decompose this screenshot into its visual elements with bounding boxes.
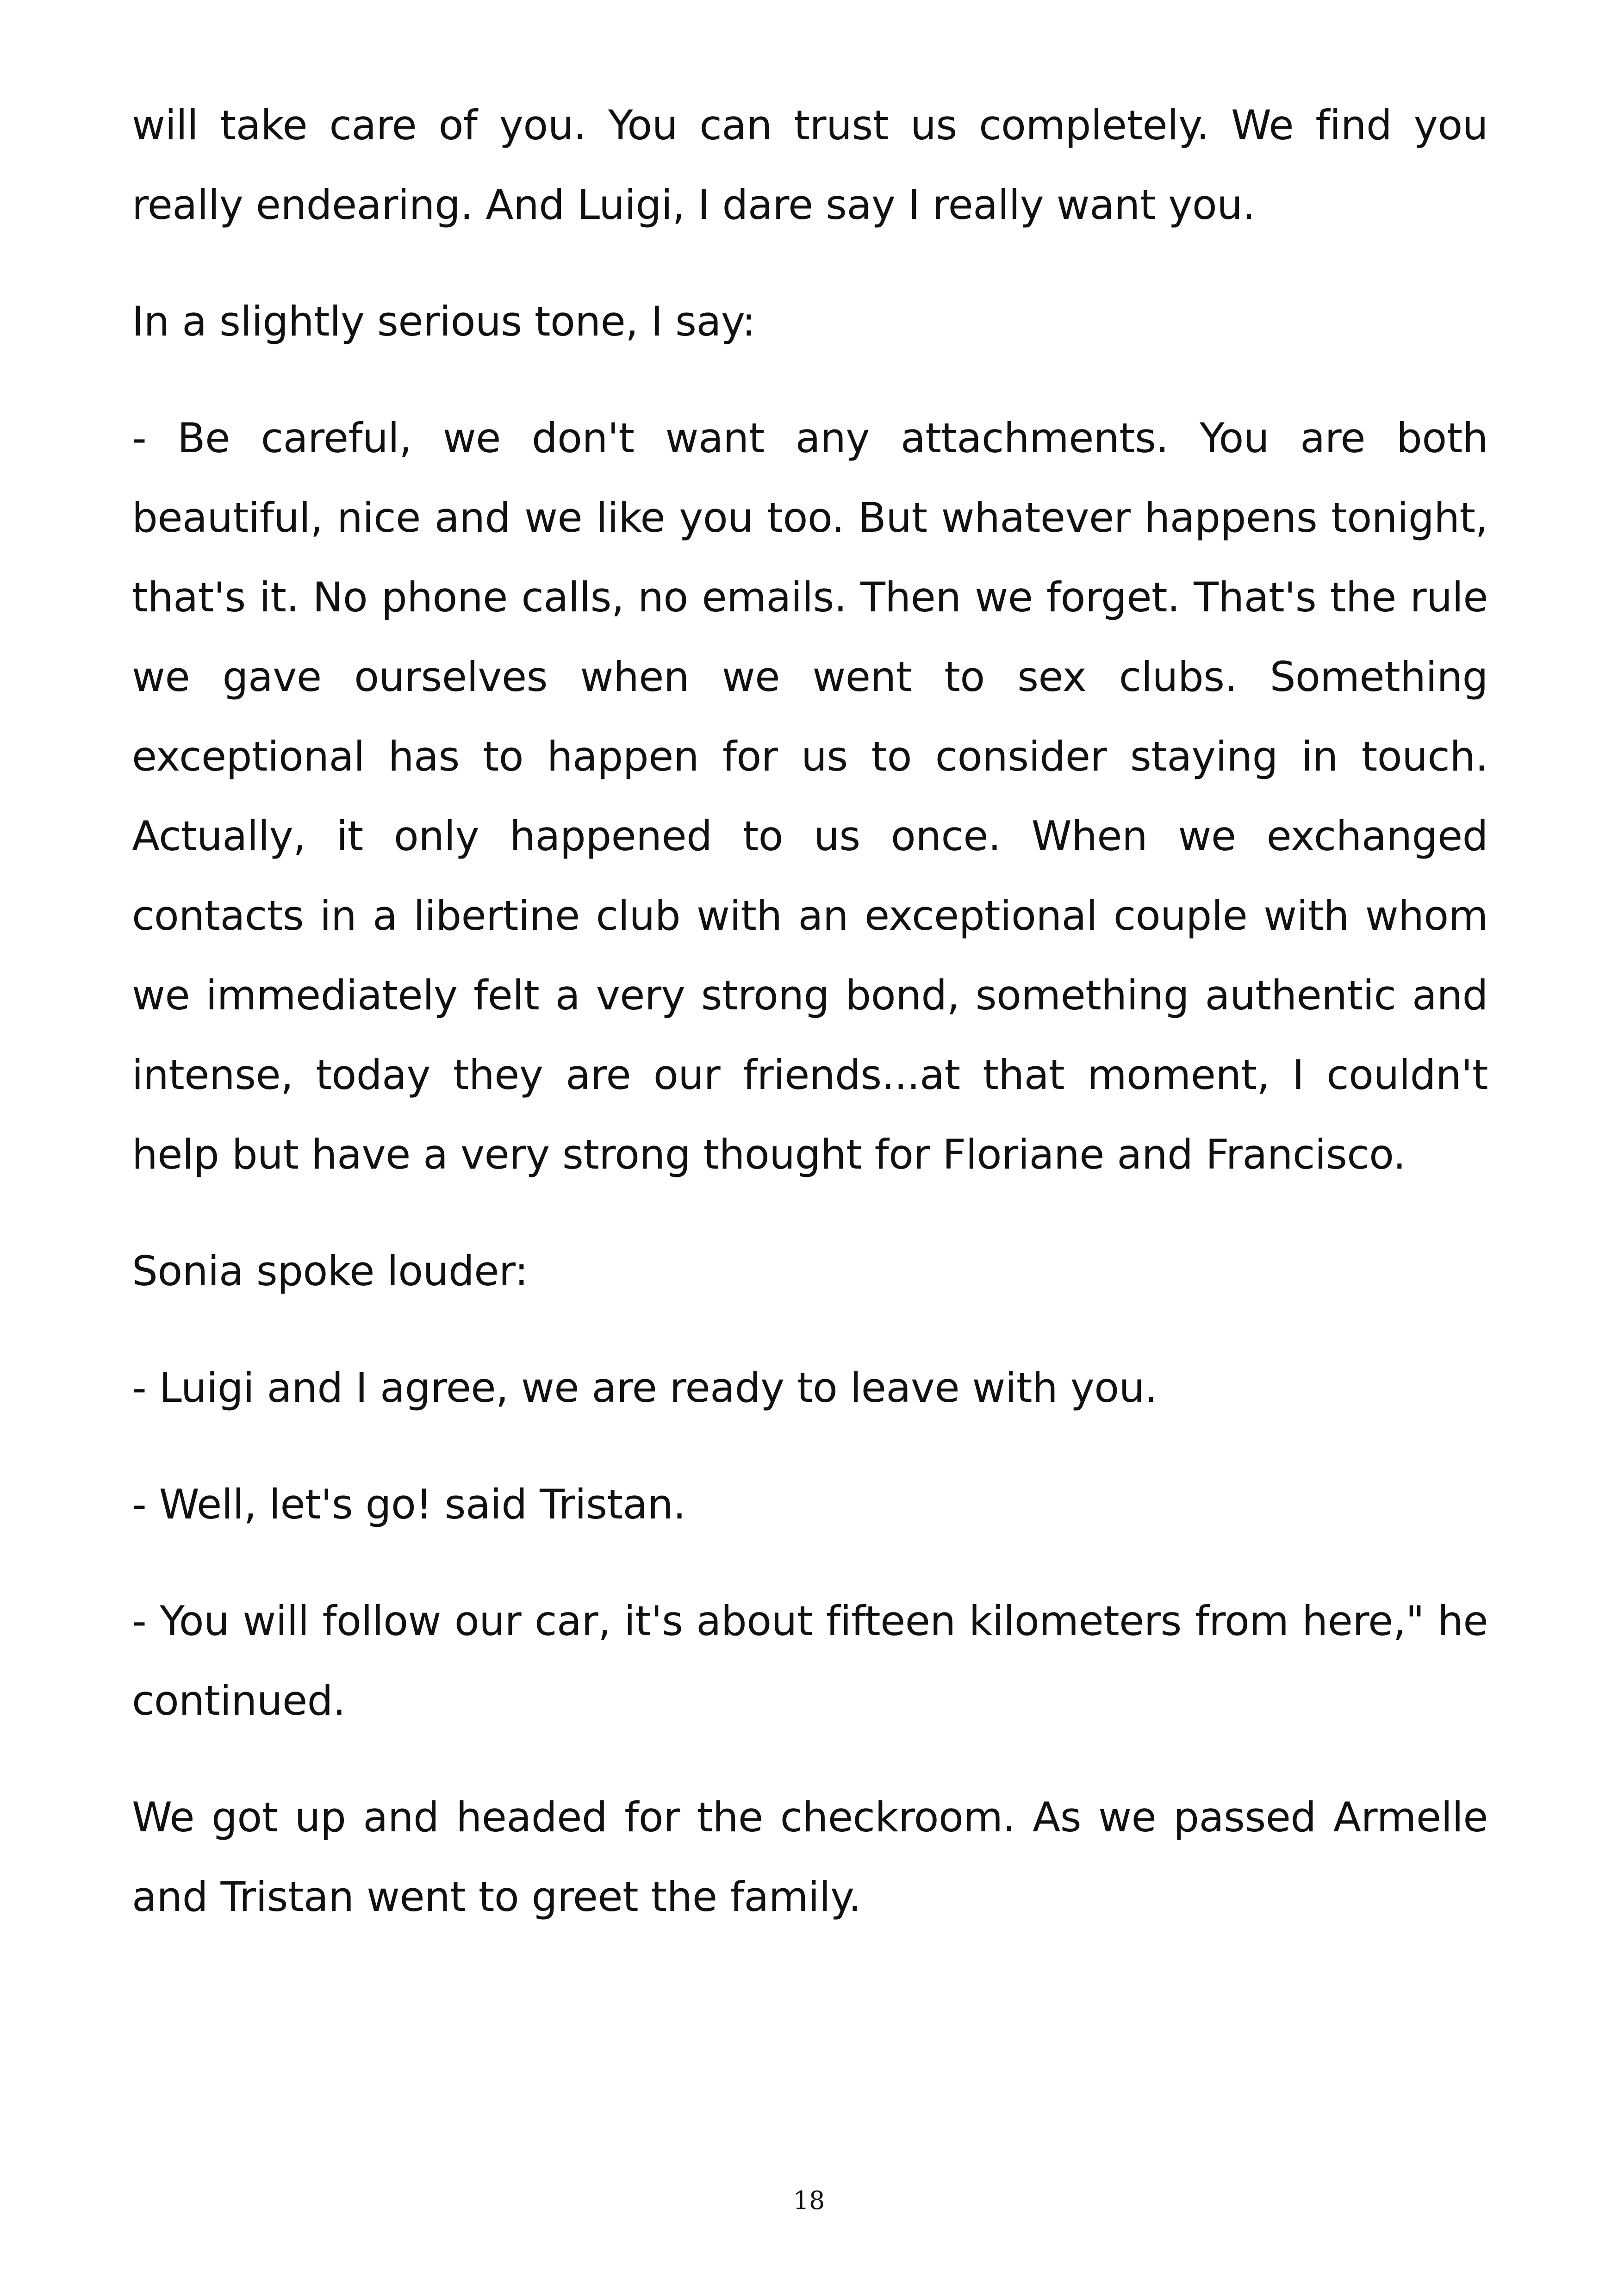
paragraph-1: will take care of you. You can trust us completely. We find you really endearing. And Luigi, I dare say I really want you. — [132, 101, 1488, 229]
paragraph-7: - You will follow our car, it's about fifteen kilometers from here," he continued. — [132, 1597, 1488, 1724]
paragraph-4: Sonia spoke louder: — [132, 1247, 529, 1295]
paragraph-2: In a slightly serious tone, I say: — [132, 298, 756, 345]
paragraph-5: - Luigi and I agree, we are ready to leave with you. — [132, 1364, 1157, 1412]
paragraph-3: - Be careful, we don't want any attachments. You are both beautiful, nice and we like you too. But whatever happens tonight, that's it. No phone calls, no emails. Then we forget. That's the rule we gave ourselves when we went to sex clubs. Something exceptional has to happen for us to consider staying in touch. Actually, it only happened to us once. When we exchanged contacts in a libertine club with an exceptional couple with whom we immediately felt a very strong bond, something authentic and intense, today they are our friends...at that moment, I couldn't help but have a very strong thought for Floriane and Francisco. — [132, 414, 1488, 1178]
page-number: 18 — [793, 2186, 825, 2215]
page-body — [132, 86, 1488, 1974]
paragraph-6: - Well, let's go! said Tristan. — [132, 1481, 686, 1528]
paragraph-8: We got up and headed for the checkroom. As we passed Armelle and Tristan went to greet the family. — [132, 1793, 1488, 1921]
